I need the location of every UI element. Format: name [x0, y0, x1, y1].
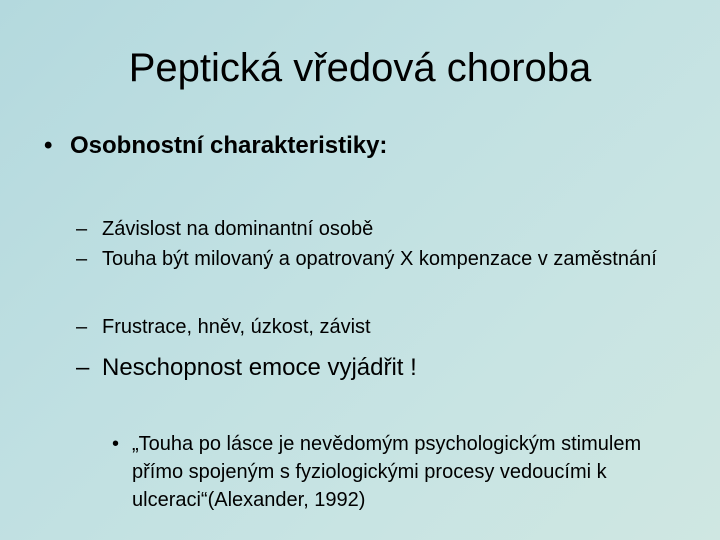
sub-item-text: Frustrace, hněv, úzkost, závist — [102, 316, 371, 338]
main-bullet — [44, 130, 387, 162]
dash-marker: – — [76, 354, 90, 381]
slide-title: Peptická vředová choroba — [128, 46, 592, 90]
sub-item-emphasis — [76, 352, 676, 384]
bullet-marker: • — [112, 433, 120, 455]
sub-item — [76, 216, 676, 242]
dash-marker: – — [76, 218, 88, 240]
sub-item — [76, 246, 676, 272]
dash-marker: – — [76, 316, 88, 338]
quote-text: „Touha po lásce je nevědomým psychologickým stimulem přímo spojeným s fyziologickými procesy vedoucími k ulceraci“(Alexander, 1992) — [132, 433, 642, 511]
main-bullet-text: Osobnostní charakteristiky: — [70, 132, 388, 159]
sub-item-text: Neschopnost emoce vyjádřit ! — [102, 354, 417, 381]
bullet-marker: • — [44, 132, 53, 159]
sub-item-text: Závislost na dominantní osobě — [102, 218, 374, 240]
quote-bullet — [112, 430, 692, 514]
sub-item — [76, 314, 676, 340]
sub-item-text: Touha být milovaný a opatrovaný X kompenzace v zaměstnání — [102, 248, 657, 270]
dash-marker: – — [76, 248, 88, 270]
